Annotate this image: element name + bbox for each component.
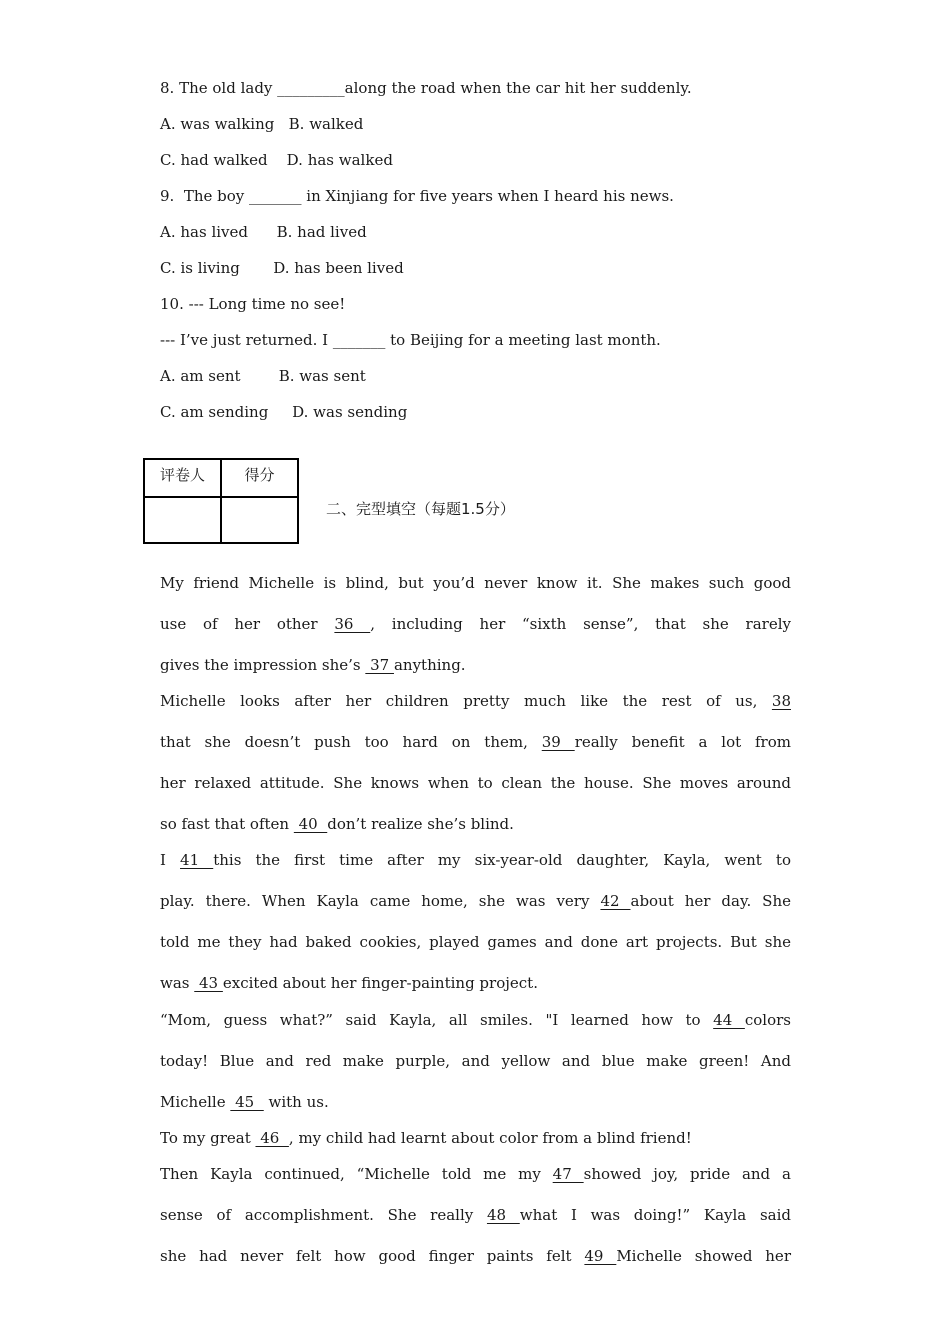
passage-text: anything. xyxy=(393,656,466,674)
passage-line xyxy=(160,973,538,993)
passage-text: this the first time after my six-year-old daughter, Kayla, went to xyxy=(213,851,791,869)
passage-text: with us. xyxy=(263,1093,329,1111)
question-9-options-ab: A. has lived B. had lived xyxy=(160,223,367,241)
passage-text: , my child had learnt about color from a blind friend! xyxy=(288,1129,692,1147)
question-10-stem: 10. --- Long time no see! xyxy=(160,295,346,313)
passage-line xyxy=(160,814,514,834)
blank-42: 42 xyxy=(600,892,631,910)
question-8-options-ab: A. was walking B. walked xyxy=(160,115,364,133)
blank-38: 38 xyxy=(771,692,791,710)
blank-46: 46 xyxy=(255,1129,289,1147)
question-8-stem: 8. The old lady _________along the road when the car hit her suddenly. xyxy=(160,79,692,97)
passage-line xyxy=(160,1092,329,1112)
passage-text: “Mom, guess what?” said Kayla, all smiles. "I learned how to xyxy=(160,1011,701,1029)
score-cell xyxy=(221,497,298,543)
passage-text: Michelle looks after her children pretty much like the rest of us, xyxy=(160,692,758,710)
passage-line xyxy=(160,732,791,752)
question-9-options-cd: C. is living D. has been lived xyxy=(160,259,404,277)
passage-text: gives the impression she’s xyxy=(160,656,366,674)
passage-line xyxy=(160,655,466,675)
passage-text: so fast that often xyxy=(160,815,294,833)
passage-text: excited about her finger-painting project. xyxy=(222,974,538,992)
question-10-options-ab: A. am sent B. was sent xyxy=(160,367,366,385)
passage-text: Michelle showed her xyxy=(616,1247,791,1265)
passage-line: her relaxed attitude. She knows when to clean the house. She moves around xyxy=(160,774,791,792)
passage-line xyxy=(160,1205,791,1225)
passage-text: don’t realize she’s blind. xyxy=(327,815,514,833)
blank-47: 47 xyxy=(552,1165,584,1183)
passage-text: use of her other xyxy=(160,615,318,633)
passage-line xyxy=(160,891,791,911)
blank-39: 39 xyxy=(541,733,575,751)
passage-text: she had never felt how good finger paints felt xyxy=(160,1247,572,1265)
blank-37: 37 xyxy=(365,656,394,674)
grader-header: 评卷人 xyxy=(144,459,221,497)
passage-line: My friend Michelle is blind, but you’d never know it. She makes such good xyxy=(160,574,791,592)
passage-text: To my great xyxy=(160,1129,256,1147)
blank-44: 44 xyxy=(713,1011,745,1029)
blank-41: 41 xyxy=(180,851,214,869)
blank-45: 45 xyxy=(230,1093,264,1111)
blank-43: 43 xyxy=(194,974,223,992)
passage-line xyxy=(160,1246,791,1266)
passage-text: was xyxy=(160,974,195,992)
question-10-options-cd: C. am sending D. was sending xyxy=(160,403,408,421)
passage-text: Michelle xyxy=(160,1093,231,1111)
passage-line xyxy=(160,1164,791,1184)
question-9-stem: 9. The boy _______ in Xinjiang for five years when I heard his news. xyxy=(160,187,674,205)
passage-text: Then Kayla continued, “Michelle told me my xyxy=(160,1165,541,1183)
blank-48: 48 xyxy=(486,1206,520,1224)
passage-text: showed joy, pride and a xyxy=(583,1165,791,1183)
score-header: 得分 xyxy=(221,459,298,497)
passage-text: play. there. When Kayla came home, she was very xyxy=(160,892,590,910)
section-title: 二、完型填空（每题1.5分） xyxy=(326,500,515,518)
passage-line: today! Blue and red make purple, and yellow and blue make green! And xyxy=(160,1052,791,1070)
question-8-options-cd: C. had walked D. has walked xyxy=(160,151,393,169)
question-10-reply: --- I’ve just returned. I _______ to Beijing for a meeting last month. xyxy=(160,331,661,349)
passage-text: about her day. She xyxy=(630,892,791,910)
passage-text: I xyxy=(160,851,166,869)
passage-text: really benefit a lot from xyxy=(574,733,791,751)
passage-line: told me they had baked cookies, played games and done art projects. But she xyxy=(160,933,791,951)
passage-line xyxy=(160,691,791,711)
blank-40: 40 xyxy=(293,815,328,833)
grader-table xyxy=(143,458,299,544)
grader-cell xyxy=(144,497,221,543)
blank-49: 49 xyxy=(584,1247,617,1265)
passage-text: colors xyxy=(744,1011,791,1029)
passage-text: that she doesn’t push too hard on them, xyxy=(160,733,528,751)
passage-text: what I was doing!” Kayla said xyxy=(519,1206,791,1224)
passage-text: sense of accomplishment. She really xyxy=(160,1206,474,1224)
passage-line xyxy=(160,614,791,634)
passage-line xyxy=(160,1128,692,1148)
passage-line xyxy=(160,1010,791,1030)
passage-text: , including her “sixth sense”, that she rarely xyxy=(370,615,791,633)
blank-36: 36 xyxy=(334,615,371,633)
passage-line xyxy=(160,850,791,870)
